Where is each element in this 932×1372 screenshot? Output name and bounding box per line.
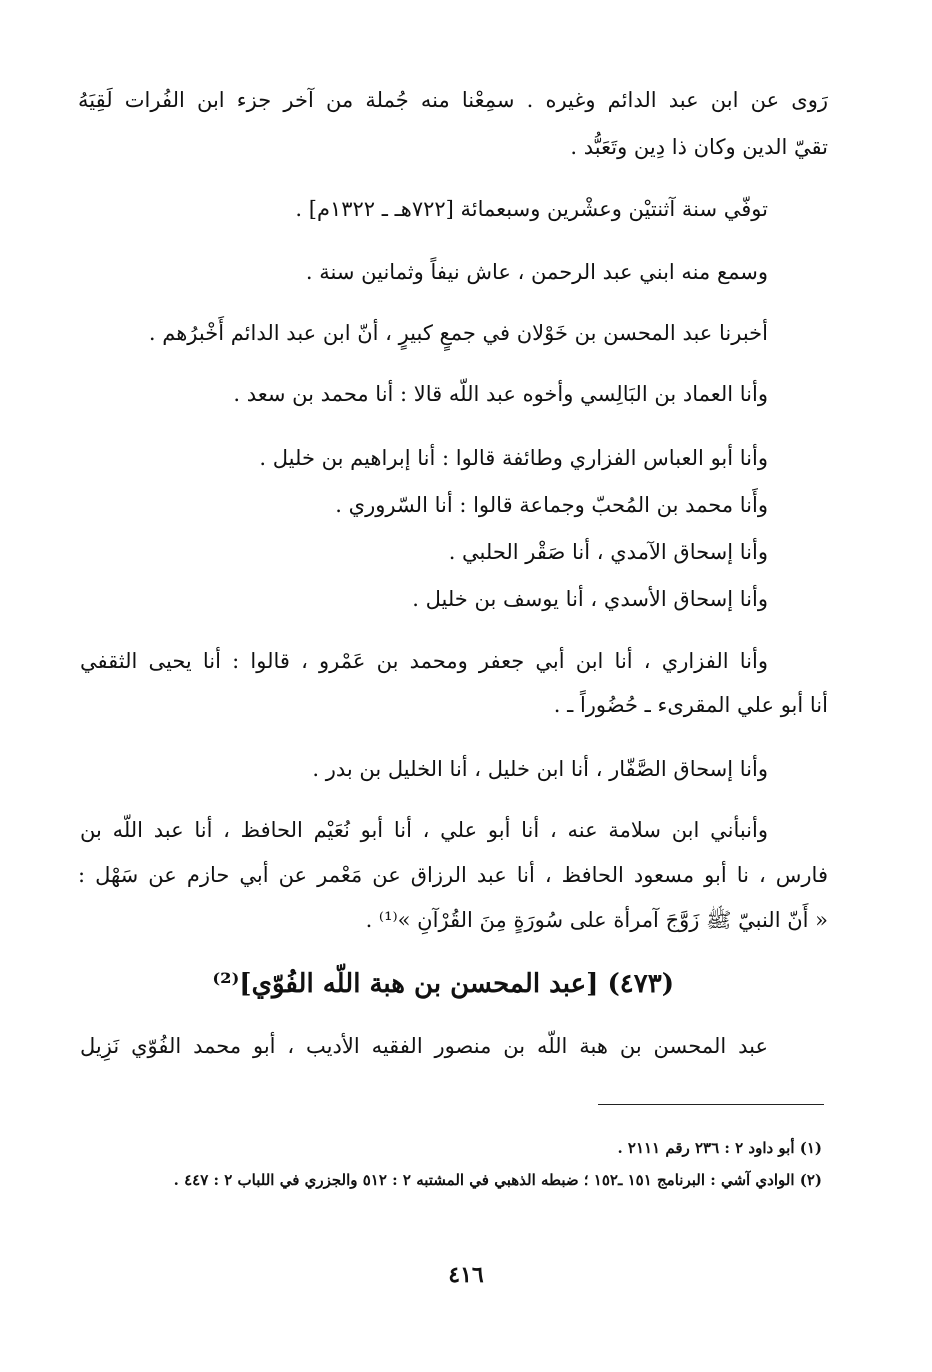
text-line: وأنبأني ابن سلامة عنه ، أنا أبو علي ، أنا أبو نُعَيْم الحافظ ، أنا عبد اللّه بن [80,818,768,842]
text-line: وأَنا محمد بن المُحبّ وجماعة قالوا : أنا السّروري . [335,493,768,517]
text-line: توفّي سنة آثنتيْن وعشْرين وسبعمائة [٧٢٢هـ ـ ١٣٢٢م] . [295,197,768,221]
text-line: وأنا إسحاق الصَّفّار ، أنا ابن خليل ، أنا الخليل بن بدر . [312,757,768,781]
text-line: رَوى عن ابن عبد الدائم وغيره . سمِعْنا منه جُملة من آخر جزء ابن الفُرات لَقِيَهُ [78,88,828,112]
footnote-divider [598,1104,824,1105]
text-line: « أَنّ النبيّ ﷺ زَوَّجَ آمرأة على سُورَةٍ مِنَ القُرْآنِ »⁽¹⁾ . [365,908,828,932]
text-line: وأنا الفزاري ، أنا ابن أبي جعفر ومحمد بن عَمْرو ، قالوا : أنا يحيى الثقفي [80,649,768,673]
text-line: أنا أبو علي المقرىء ـ حُضُوراً ـ . [553,693,828,717]
text-line: عبد المحسن بن هبة اللّه بن منصور الفقيه الأديب ، أبو محمد الفُوّي نَزِيل [80,1034,768,1058]
text-line: وأنا إسحاق الأسدي ، أنا يوسف بن خليل . [412,587,768,611]
text-line: وأنا إسحاق الآمدي ، أنا صَقْر الحلبي . [448,540,768,564]
text-line: وأنا أبو العباس الفزاري وطائفة قالوا : أنا إبراهيم بن خليل . [259,446,768,470]
text-line: أخبرنا عبد المحسن بن خَوْلان في جمعٍ كبيرٍ ، أنّ ابن عبد الدائم أَخْبرُهم . [148,321,768,345]
page-number: ٤١٦ [448,1262,484,1288]
text-line: وأنا العماد بن البَالِسي وأخوه عبد اللّه قالا : أنا محمد بن سعد . [233,382,768,406]
text-line: فارس ، نا أبو مسعود الحافظ ، أنا عبد الرزاق عن مَعْمر عن أبي حازم عن سَهْل : [78,863,828,887]
entry-heading: (٤٧٣) [عبد المحسن بن هبة اللّه الفُوّي]⁽²⁾ [212,969,674,999]
footnote: (٢) الوادي آشي : البرنامج ١٥١ ـ١٥٢ ؛ ضبطه الذهبي في المشتبه ٢ : ٥١٢ والجزري في اللباب ٢ : ٤٤٧ . [173,1171,822,1189]
text-line: تقيّ الدين وكان ذا دِين وتَعَبُّد . [570,135,828,159]
footnote: (١) أبو داود ٢ : ٢٣٦ رقم ٢١١١ . [617,1139,822,1157]
text-line: وسمع منه ابني عبد الرحمن ، عاش نيفاً وثمانين سنة . [305,260,768,284]
